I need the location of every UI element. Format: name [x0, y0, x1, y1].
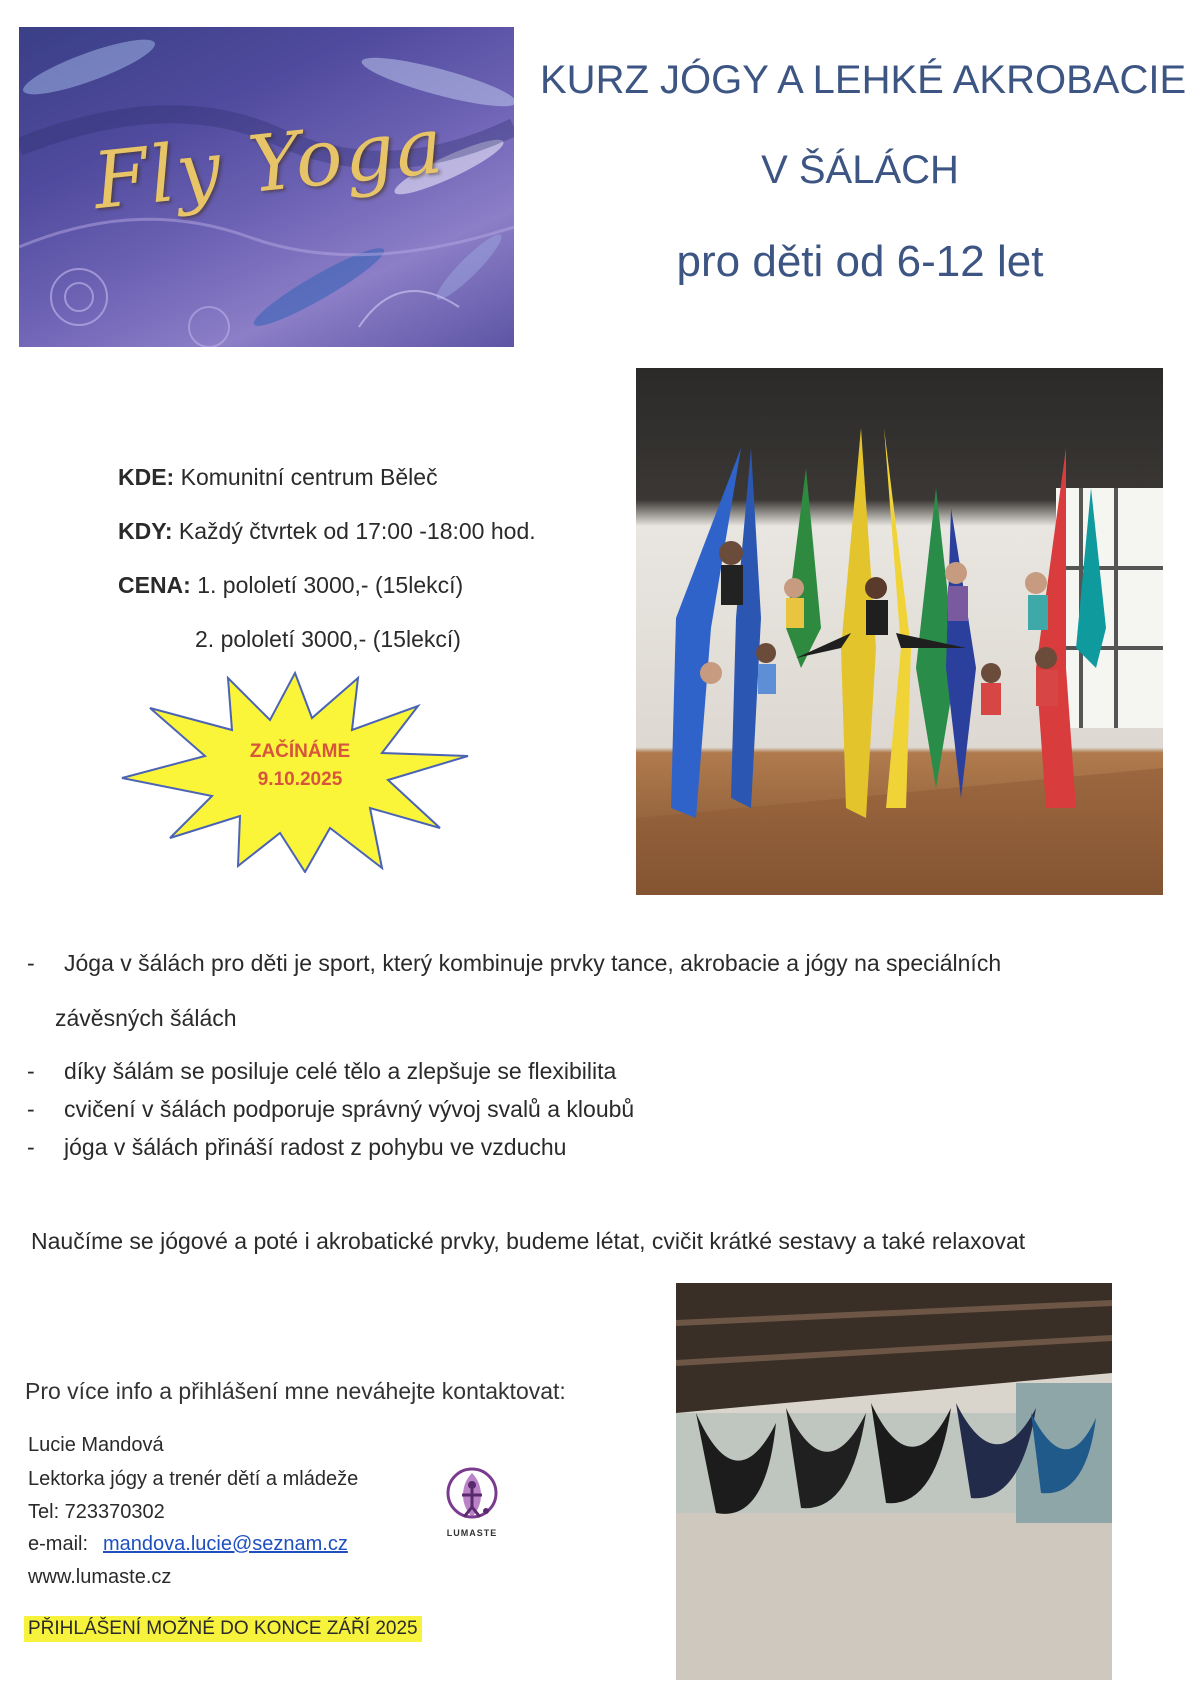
banner-title: Fly Yoga — [89, 100, 449, 228]
heading-age-range: pro děti od 6-12 let — [676, 237, 1044, 286]
info-where — [118, 464, 438, 491]
aerial-hammocks-room-photo — [676, 1283, 1112, 1680]
info-when-label: KDY: — [118, 518, 173, 544]
heading-course-title: KURZ JÓGY A LEHKÉ AKROBACIE — [540, 58, 1187, 102]
contact-website: www.lumaste.cz — [28, 1566, 172, 1588]
starburst-line-2: 9.10.2025 — [257, 769, 343, 790]
bullet-dash: - — [27, 1096, 35, 1122]
info-when-value: Každý čtvrtek od 17:00 -18:00 hod. — [178, 518, 536, 544]
bullet-dash: - — [27, 1134, 35, 1160]
info-price-value-2: 2. pololetí 3000,- (15lekcí) — [195, 626, 461, 652]
registration-deadline: PŘIHLÁŠENÍ MOŽNÉ DO KONCE ZÁŘÍ 2025 — [24, 1616, 422, 1642]
info-when — [118, 518, 536, 545]
bullet-item-2: díky šálám se posiluje celé tělo a zlepšuje se flexibilita — [64, 1058, 617, 1084]
lumaste-logo-text: LUMASTE — [446, 1528, 498, 1538]
bullet-item-1-continuation: závěsných šálách — [55, 1005, 237, 1031]
contact-intro: Pro více info a přihlášení mne neváhejte kontaktovat: — [25, 1378, 566, 1404]
aerial-yoga-kids-photo — [636, 368, 1163, 895]
fly-yoga-banner — [19, 27, 514, 347]
info-where-value: Komunitní centrum Běleč — [180, 464, 438, 490]
bullet-dash: - — [27, 950, 35, 976]
bullet-item-3: cvičení v šálách podporuje správný vývoj svalů a kloubů — [64, 1096, 635, 1122]
info-price-value-1: 1. pololetí 3000,- (15lekcí) — [197, 572, 464, 598]
bullet-item-1: Jóga v šálách pro děti je sport, který kombinuje prvky tance, akrobacie a jógy na speciálních — [64, 950, 1002, 976]
info-price-label: CENA: — [118, 572, 191, 598]
course-description: Naučíme se jógové a poté i akrobatické prvky, budeme létat, cvičit krátké sestavy a také relaxovat — [31, 1228, 1026, 1254]
contact-email-link[interactable]: mandova.lucie@seznam.cz — [103, 1533, 348, 1555]
starburst-text — [200, 738, 400, 794]
contact-name: Lucie Mandová — [28, 1434, 164, 1456]
starburst-line-1: ZAČÍNÁME — [249, 741, 351, 762]
contact-role: Lektorka jógy a trenér dětí a mládeže — [28, 1468, 359, 1490]
info-price — [118, 572, 463, 599]
bullet-item-4: jóga v šálách přináší radost z pohybu ve vzduchu — [64, 1134, 567, 1160]
contact-email-label: e-mail: — [28, 1533, 89, 1555]
heading-subtitle: V ŠÁLÁCH — [761, 148, 959, 192]
bullet-dash: - — [27, 1058, 35, 1084]
contact-phone: Tel: 723370302 — [28, 1501, 165, 1523]
info-where-label: KDE: — [118, 464, 175, 490]
